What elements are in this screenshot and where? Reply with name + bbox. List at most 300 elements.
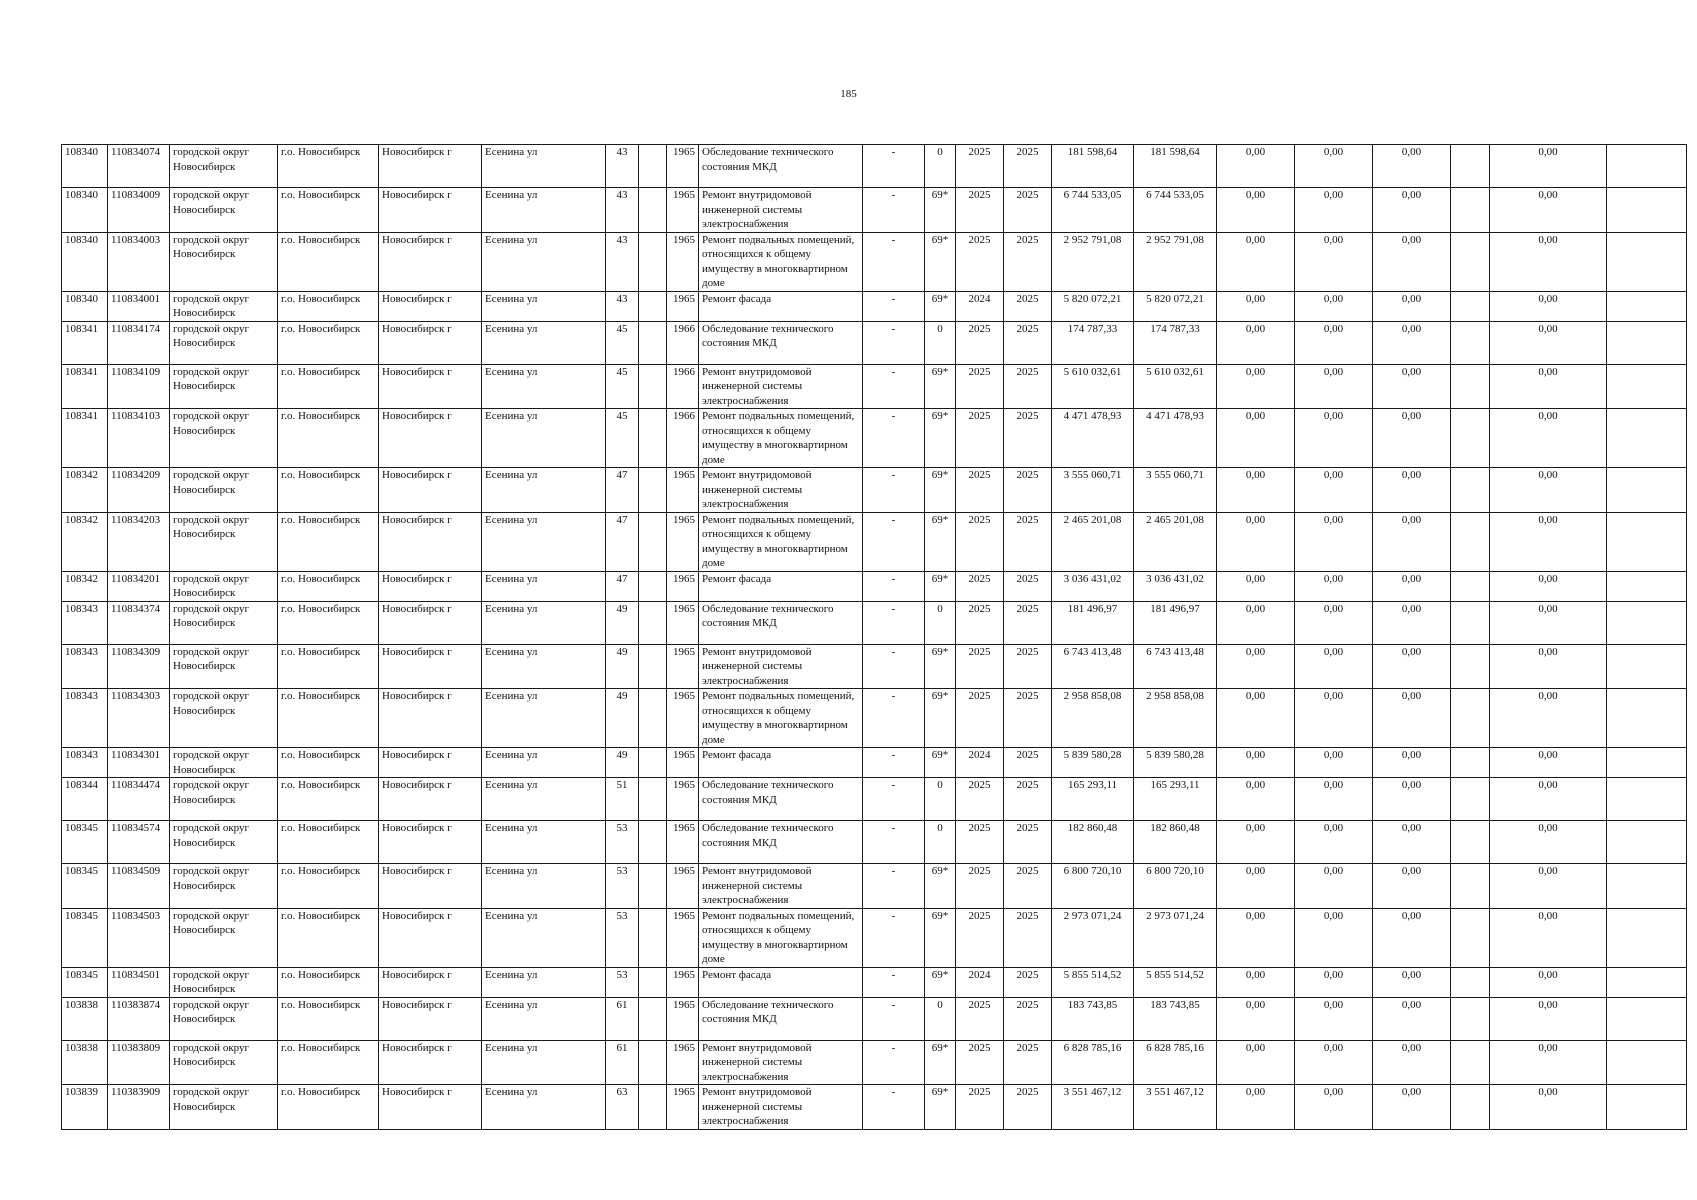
house-number-cell: 51: [606, 778, 639, 821]
work-id-cell: 110383809: [108, 1040, 170, 1085]
blank-cell: [1451, 468, 1490, 513]
plan-year-cell: 2025: [956, 571, 1004, 601]
district-cell: г.о. Новосибирск: [278, 748, 379, 778]
locality-cell: Новосибирск г: [379, 748, 482, 778]
completion-year-cell: 2025: [1004, 468, 1052, 513]
municipality-cell: городской округ Новосибирск: [170, 188, 278, 233]
street-cell: Есенина ул: [482, 468, 606, 513]
house-id-cell: 108343: [62, 601, 108, 644]
dash-cell: -: [863, 997, 925, 1040]
dash-cell: -: [863, 512, 925, 571]
year-built-cell: 1965: [667, 145, 699, 188]
blank-cell: [1451, 512, 1490, 571]
work-type-cell: Обследование технического состояния МКД: [699, 778, 863, 821]
municipality-cell: городской округ Новосибирск: [170, 821, 278, 864]
blank-end-cell: [1607, 291, 1687, 321]
house-id-cell: 108340: [62, 145, 108, 188]
building-cell: [639, 864, 667, 909]
budget-local-cell: 0,00: [1373, 967, 1451, 997]
building-cell: [639, 571, 667, 601]
budget-federal-cell: 0,00: [1217, 601, 1295, 644]
owners-funds-cell: 0,00: [1490, 864, 1607, 909]
building-cell: [639, 1085, 667, 1130]
house-id-cell: 103838: [62, 1040, 108, 1085]
plan-year-cell: 2024: [956, 748, 1004, 778]
budget-federal-cell: 0,00: [1217, 409, 1295, 468]
budget-regional-cell: 0,00: [1295, 188, 1373, 233]
completion-year-cell: 2025: [1004, 188, 1052, 233]
district-cell: г.о. Новосибирск: [278, 571, 379, 601]
building-cell: [639, 997, 667, 1040]
house-number-cell: 45: [606, 364, 639, 409]
blank-end-cell: [1607, 601, 1687, 644]
house-id-cell: 108343: [62, 644, 108, 689]
district-cell: г.о. Новосибирск: [278, 644, 379, 689]
work-type-cell: Ремонт фасада: [699, 967, 863, 997]
blank-cell: [1451, 864, 1490, 909]
building-cell: [639, 1040, 667, 1085]
table-row: [62, 468, 1687, 513]
work-id-cell: 110383909: [108, 1085, 170, 1130]
house-id-cell: 108343: [62, 748, 108, 778]
blank-cell: [1451, 644, 1490, 689]
year-built-cell: 1965: [667, 778, 699, 821]
budget-local-cell: 0,00: [1373, 1085, 1451, 1130]
budget-federal-cell: 0,00: [1217, 145, 1295, 188]
owners-funds-cell: 0,00: [1490, 1085, 1607, 1130]
budget-regional-cell: 0,00: [1295, 644, 1373, 689]
owners-funds-cell: 0,00: [1490, 291, 1607, 321]
house-id-cell: 108342: [62, 571, 108, 601]
work-id-cell: 110834074: [108, 145, 170, 188]
plan-year-cell: 2025: [956, 321, 1004, 364]
building-cell: [639, 321, 667, 364]
house-number-cell: 43: [606, 232, 639, 291]
dash-cell: -: [863, 364, 925, 409]
district-cell: г.о. Новосибирск: [278, 967, 379, 997]
locality-cell: Новосибирск г: [379, 601, 482, 644]
budget-regional-cell: 0,00: [1295, 145, 1373, 188]
total-cost-cell: 2 952 791,08: [1052, 232, 1134, 291]
blank-end-cell: [1607, 864, 1687, 909]
budget-regional-cell: 0,00: [1295, 748, 1373, 778]
work-id-cell: 110834301: [108, 748, 170, 778]
locality-cell: Новосибирск г: [379, 997, 482, 1040]
work-id-cell: 110834103: [108, 409, 170, 468]
house-id-cell: 108341: [62, 321, 108, 364]
table-row: [62, 821, 1687, 864]
budget-federal-cell: 0,00: [1217, 1085, 1295, 1130]
work-type-cell: Ремонт подвальных помещений, относящихся к общему имуществу в многоквартирном доме: [699, 232, 863, 291]
blank-end-cell: [1607, 821, 1687, 864]
budget-federal-cell: 0,00: [1217, 512, 1295, 571]
work-type-cell: Ремонт внутридомовой инженерной системы электроснабжения: [699, 1040, 863, 1085]
municipality-cell: городской округ Новосибирск: [170, 145, 278, 188]
budget-local-cell: 0,00: [1373, 321, 1451, 364]
year-built-cell: 1965: [667, 468, 699, 513]
street-cell: Есенина ул: [482, 1040, 606, 1085]
work-type-cell: Ремонт подвальных помещений, относящихся к общему имуществу в многоквартирном доме: [699, 409, 863, 468]
municipality-cell: городской округ Новосибирск: [170, 778, 278, 821]
blank-end-cell: [1607, 364, 1687, 409]
district-cell: г.о. Новосибирск: [278, 145, 379, 188]
budget-regional-cell: 0,00: [1295, 1085, 1373, 1130]
completion-year-cell: 2025: [1004, 967, 1052, 997]
work-id-cell: 110834001: [108, 291, 170, 321]
dash-cell: -: [863, 908, 925, 967]
owners-funds-cell: 0,00: [1490, 409, 1607, 468]
street-cell: Есенина ул: [482, 689, 606, 748]
owners-funds-cell: 0,00: [1490, 1040, 1607, 1085]
house-id-cell: 108345: [62, 864, 108, 909]
house-number-cell: 61: [606, 1040, 639, 1085]
total-cost-cell: 6 800 720,10: [1052, 864, 1134, 909]
budget-local-cell: 0,00: [1373, 409, 1451, 468]
total-cost-cell: 183 743,85: [1052, 997, 1134, 1040]
page-number: 185: [840, 88, 857, 100]
district-cell: г.о. Новосибирск: [278, 188, 379, 233]
fund-cost-cell: 5 610 032,61: [1134, 364, 1217, 409]
street-cell: Есенина ул: [482, 908, 606, 967]
house-number-cell: 53: [606, 967, 639, 997]
fund-cost-cell: 181 598,64: [1134, 145, 1217, 188]
owners-funds-cell: 0,00: [1490, 364, 1607, 409]
blank-end-cell: [1607, 1040, 1687, 1085]
locality-cell: Новосибирск г: [379, 821, 482, 864]
total-cost-cell: 2 958 858,08: [1052, 689, 1134, 748]
dash-cell: -: [863, 321, 925, 364]
street-cell: Есенина ул: [482, 409, 606, 468]
table-body: [62, 145, 1687, 1130]
budget-regional-cell: 0,00: [1295, 967, 1373, 997]
work-type-cell: Ремонт подвальных помещений, относящихся к общему имуществу в многоквартирном доме: [699, 512, 863, 571]
fund-cost-cell: 2 465 201,08: [1134, 512, 1217, 571]
house-id-cell: 103839: [62, 1085, 108, 1130]
house-id-cell: 108340: [62, 188, 108, 233]
budget-local-cell: 0,00: [1373, 748, 1451, 778]
wear-percent-cell: 0: [925, 778, 956, 821]
house-id-cell: 108344: [62, 778, 108, 821]
wear-percent-cell: 69*: [925, 967, 956, 997]
blank-cell: [1451, 689, 1490, 748]
work-type-cell: Ремонт подвальных помещений, относящихся к общему имуществу в многоквартирном доме: [699, 908, 863, 967]
blank-cell: [1451, 409, 1490, 468]
total-cost-cell: 5 820 072,21: [1052, 291, 1134, 321]
budget-federal-cell: 0,00: [1217, 291, 1295, 321]
plan-year-cell: 2025: [956, 644, 1004, 689]
blank-end-cell: [1607, 409, 1687, 468]
budget-regional-cell: 0,00: [1295, 908, 1373, 967]
wear-percent-cell: 69*: [925, 468, 956, 513]
work-id-cell: 110834201: [108, 571, 170, 601]
blank-end-cell: [1607, 321, 1687, 364]
house-number-cell: 49: [606, 601, 639, 644]
budget-regional-cell: 0,00: [1295, 778, 1373, 821]
house-number-cell: 49: [606, 689, 639, 748]
plan-year-cell: 2025: [956, 188, 1004, 233]
table-row: [62, 188, 1687, 233]
budget-local-cell: 0,00: [1373, 468, 1451, 513]
total-cost-cell: 5 855 514,52: [1052, 967, 1134, 997]
budget-local-cell: 0,00: [1373, 864, 1451, 909]
locality-cell: Новосибирск г: [379, 364, 482, 409]
budget-regional-cell: 0,00: [1295, 571, 1373, 601]
blank-cell: [1451, 571, 1490, 601]
municipality-cell: городской округ Новосибирск: [170, 321, 278, 364]
district-cell: г.о. Новосибирск: [278, 364, 379, 409]
year-built-cell: 1966: [667, 364, 699, 409]
fund-cost-cell: 3 551 467,12: [1134, 1085, 1217, 1130]
completion-year-cell: 2025: [1004, 821, 1052, 864]
street-cell: Есенина ул: [482, 864, 606, 909]
budget-federal-cell: 0,00: [1217, 997, 1295, 1040]
owners-funds-cell: 0,00: [1490, 997, 1607, 1040]
plan-year-cell: 2024: [956, 291, 1004, 321]
locality-cell: Новосибирск г: [379, 188, 482, 233]
municipality-cell: городской округ Новосибирск: [170, 689, 278, 748]
wear-percent-cell: 0: [925, 601, 956, 644]
budget-local-cell: 0,00: [1373, 571, 1451, 601]
building-cell: [639, 778, 667, 821]
building-cell: [639, 188, 667, 233]
fund-cost-cell: 183 743,85: [1134, 997, 1217, 1040]
fund-cost-cell: 5 820 072,21: [1134, 291, 1217, 321]
year-built-cell: 1965: [667, 997, 699, 1040]
fund-cost-cell: 2 952 791,08: [1134, 232, 1217, 291]
district-cell: г.о. Новосибирск: [278, 601, 379, 644]
street-cell: Есенина ул: [482, 321, 606, 364]
year-built-cell: 1966: [667, 321, 699, 364]
blank-cell: [1451, 321, 1490, 364]
municipality-cell: городской округ Новосибирск: [170, 232, 278, 291]
table-row: [62, 571, 1687, 601]
district-cell: г.о. Новосибирск: [278, 908, 379, 967]
municipality-cell: городской округ Новосибирск: [170, 967, 278, 997]
dash-cell: -: [863, 188, 925, 233]
fund-cost-cell: 2 958 858,08: [1134, 689, 1217, 748]
table-row: [62, 232, 1687, 291]
street-cell: Есенина ул: [482, 821, 606, 864]
street-cell: Есенина ул: [482, 997, 606, 1040]
budget-regional-cell: 0,00: [1295, 321, 1373, 364]
blank-cell: [1451, 291, 1490, 321]
house-number-cell: 43: [606, 291, 639, 321]
municipality-cell: городской округ Новосибирск: [170, 601, 278, 644]
blank-cell: [1451, 821, 1490, 864]
street-cell: Есенина ул: [482, 601, 606, 644]
dash-cell: -: [863, 748, 925, 778]
completion-year-cell: 2025: [1004, 997, 1052, 1040]
year-built-cell: 1965: [667, 291, 699, 321]
completion-year-cell: 2025: [1004, 571, 1052, 601]
plan-year-cell: 2025: [956, 689, 1004, 748]
dash-cell: -: [863, 967, 925, 997]
completion-year-cell: 2025: [1004, 409, 1052, 468]
budget-federal-cell: 0,00: [1217, 821, 1295, 864]
blank-cell: [1451, 1040, 1490, 1085]
year-built-cell: 1965: [667, 512, 699, 571]
dash-cell: -: [863, 1040, 925, 1085]
blank-end-cell: [1607, 748, 1687, 778]
blank-end-cell: [1607, 1085, 1687, 1130]
budget-federal-cell: 0,00: [1217, 232, 1295, 291]
total-cost-cell: 6 744 533,05: [1052, 188, 1134, 233]
work-type-cell: Ремонт внутридомовой инженерной системы электроснабжения: [699, 188, 863, 233]
wear-percent-cell: 69*: [925, 571, 956, 601]
locality-cell: Новосибирск г: [379, 967, 482, 997]
wear-percent-cell: 69*: [925, 644, 956, 689]
building-cell: [639, 468, 667, 513]
owners-funds-cell: 0,00: [1490, 468, 1607, 513]
plan-year-cell: 2025: [956, 364, 1004, 409]
district-cell: г.о. Новосибирск: [278, 468, 379, 513]
house-number-cell: 47: [606, 512, 639, 571]
total-cost-cell: 2 973 071,24: [1052, 908, 1134, 967]
dash-cell: -: [863, 644, 925, 689]
house-id-cell: 108340: [62, 232, 108, 291]
house-id-cell: 108341: [62, 409, 108, 468]
work-type-cell: Обследование технического состояния МКД: [699, 601, 863, 644]
locality-cell: Новосибирск г: [379, 908, 482, 967]
blank-cell: [1451, 188, 1490, 233]
dash-cell: -: [863, 145, 925, 188]
table-row: [62, 364, 1687, 409]
district-cell: г.о. Новосибирск: [278, 232, 379, 291]
table-row: [62, 689, 1687, 748]
locality-cell: Новосибирск г: [379, 644, 482, 689]
street-cell: Есенина ул: [482, 188, 606, 233]
owners-funds-cell: 0,00: [1490, 644, 1607, 689]
locality-cell: Новосибирск г: [379, 689, 482, 748]
fund-cost-cell: 6 800 720,10: [1134, 864, 1217, 909]
house-number-cell: 43: [606, 145, 639, 188]
house-number-cell: 53: [606, 908, 639, 967]
work-type-cell: Ремонт внутридомовой инженерной системы электроснабжения: [699, 644, 863, 689]
fund-cost-cell: 182 860,48: [1134, 821, 1217, 864]
house-number-cell: 49: [606, 748, 639, 778]
year-built-cell: 1965: [667, 571, 699, 601]
work-id-cell: 110834203: [108, 512, 170, 571]
district-cell: г.о. Новосибирск: [278, 1085, 379, 1130]
budget-local-cell: 0,00: [1373, 1040, 1451, 1085]
completion-year-cell: 2025: [1004, 291, 1052, 321]
total-cost-cell: 6 828 785,16: [1052, 1040, 1134, 1085]
blank-end-cell: [1607, 644, 1687, 689]
budget-federal-cell: 0,00: [1217, 967, 1295, 997]
blank-end-cell: [1607, 778, 1687, 821]
wear-percent-cell: 69*: [925, 748, 956, 778]
completion-year-cell: 2025: [1004, 1085, 1052, 1130]
house-number-cell: 45: [606, 409, 639, 468]
owners-funds-cell: 0,00: [1490, 512, 1607, 571]
work-id-cell: 110834174: [108, 321, 170, 364]
owners-funds-cell: 0,00: [1490, 821, 1607, 864]
blank-end-cell: [1607, 689, 1687, 748]
budget-regional-cell: 0,00: [1295, 409, 1373, 468]
wear-percent-cell: 69*: [925, 409, 956, 468]
plan-year-cell: 2025: [956, 821, 1004, 864]
owners-funds-cell: 0,00: [1490, 689, 1607, 748]
locality-cell: Новосибирск г: [379, 778, 482, 821]
work-type-cell: Ремонт внутридомовой инженерной системы электроснабжения: [699, 1085, 863, 1130]
completion-year-cell: 2025: [1004, 232, 1052, 291]
work-type-cell: Обследование технического состояния МКД: [699, 821, 863, 864]
work-type-cell: Обследование технического состояния МКД: [699, 997, 863, 1040]
completion-year-cell: 2025: [1004, 1040, 1052, 1085]
wear-percent-cell: 0: [925, 145, 956, 188]
work-id-cell: 110834474: [108, 778, 170, 821]
work-id-cell: 110834109: [108, 364, 170, 409]
budget-regional-cell: 0,00: [1295, 1040, 1373, 1085]
year-built-cell: 1965: [667, 821, 699, 864]
year-built-cell: 1965: [667, 1085, 699, 1130]
table-row: [62, 291, 1687, 321]
building-cell: [639, 644, 667, 689]
dash-cell: -: [863, 468, 925, 513]
street-cell: Есенина ул: [482, 748, 606, 778]
building-cell: [639, 908, 667, 967]
table-row: [62, 601, 1687, 644]
building-cell: [639, 601, 667, 644]
plan-year-cell: 2025: [956, 1040, 1004, 1085]
budget-local-cell: 0,00: [1373, 232, 1451, 291]
owners-funds-cell: 0,00: [1490, 748, 1607, 778]
budget-federal-cell: 0,00: [1217, 188, 1295, 233]
house-id-cell: 108340: [62, 291, 108, 321]
completion-year-cell: 2025: [1004, 512, 1052, 571]
budget-local-cell: 0,00: [1373, 512, 1451, 571]
plan-year-cell: 2025: [956, 1085, 1004, 1130]
total-cost-cell: 3 555 060,71: [1052, 468, 1134, 513]
work-type-cell: Ремонт фасада: [699, 748, 863, 778]
house-id-cell: 108345: [62, 821, 108, 864]
work-type-cell: Обследование технического состояния МКД: [699, 321, 863, 364]
municipality-cell: городской округ Новосибирск: [170, 571, 278, 601]
budget-local-cell: 0,00: [1373, 689, 1451, 748]
total-cost-cell: 165 293,11: [1052, 778, 1134, 821]
district-cell: г.о. Новосибирск: [278, 321, 379, 364]
work-id-cell: 110834209: [108, 468, 170, 513]
blank-cell: [1451, 145, 1490, 188]
owners-funds-cell: 0,00: [1490, 601, 1607, 644]
completion-year-cell: 2025: [1004, 364, 1052, 409]
locality-cell: Новосибирск г: [379, 145, 482, 188]
municipality-cell: городской округ Новосибирск: [170, 1085, 278, 1130]
fund-cost-cell: 5 855 514,52: [1134, 967, 1217, 997]
year-built-cell: 1965: [667, 967, 699, 997]
budget-regional-cell: 0,00: [1295, 232, 1373, 291]
blank-end-cell: [1607, 512, 1687, 571]
budget-local-cell: 0,00: [1373, 364, 1451, 409]
house-number-cell: 47: [606, 468, 639, 513]
budget-federal-cell: 0,00: [1217, 908, 1295, 967]
plan-year-cell: 2025: [956, 601, 1004, 644]
building-cell: [639, 821, 667, 864]
district-cell: г.о. Новосибирск: [278, 997, 379, 1040]
street-cell: Есенина ул: [482, 291, 606, 321]
table-row: [62, 145, 1687, 188]
blank-end-cell: [1607, 145, 1687, 188]
completion-year-cell: 2025: [1004, 748, 1052, 778]
blank-cell: [1451, 232, 1490, 291]
budget-regional-cell: 0,00: [1295, 512, 1373, 571]
house-id-cell: 108342: [62, 512, 108, 571]
budget-local-cell: 0,00: [1373, 821, 1451, 864]
work-id-cell: 110383874: [108, 997, 170, 1040]
work-id-cell: 110834574: [108, 821, 170, 864]
year-built-cell: 1965: [667, 864, 699, 909]
blank-cell: [1451, 967, 1490, 997]
